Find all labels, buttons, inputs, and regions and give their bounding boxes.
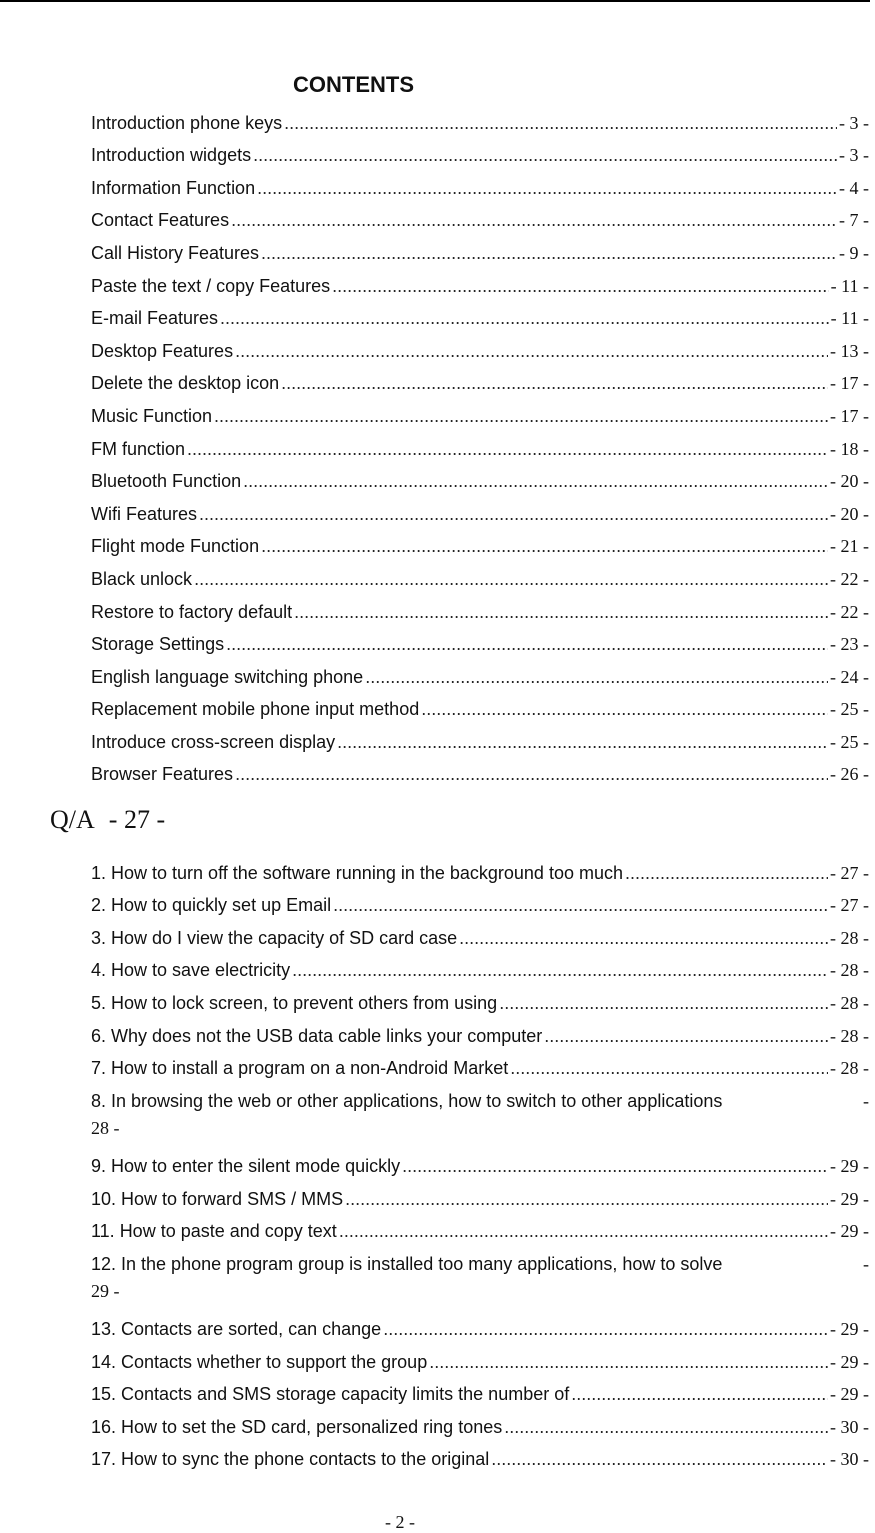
qa-item-5[interactable]: 5. How to lock screen, to prevent others from using ..... - 28 - (91, 981, 869, 1014)
contents-title: CONTENTS (293, 72, 414, 97)
toc-entry-fm[interactable]: FM function ..... - 18 - (91, 427, 869, 460)
toc-entry-wifi[interactable]: Wifi Features ..... - 20 - (91, 492, 869, 525)
qa-item-3[interactable]: 3. How do I view the capacity of SD card case ..... - 28 - (91, 916, 869, 949)
qa-item-10[interactable]: 10. How to forward SMS / MMS ..... - 29 - (91, 1177, 869, 1210)
toc-entry-paste-copy[interactable]: Paste the text / copy Features ..... - 11 - (91, 264, 869, 297)
toc-entry-bluetooth[interactable]: Bluetooth Function ..... - 20 - (91, 460, 869, 493)
qa-label: Q/A (50, 805, 95, 834)
qa-item-16[interactable]: 16. How to set the SD card, personalized ring tones ..... - 30 - (91, 1405, 869, 1438)
qa-page: - 27 - (108, 805, 166, 834)
qa-item-6[interactable]: 6. Why does not the USB data cable links your computer ..... - 28 - (91, 1014, 869, 1047)
top-rule (0, 0, 870, 2)
toc-entry-phone-keys[interactable]: Introduction phone keys ..... - 3 - (91, 101, 869, 134)
toc-entry-storage[interactable]: Storage Settings ..... - 23 - (91, 623, 869, 656)
toc-list (91, 101, 869, 785)
qa-item-8[interactable]: 8. In browsing the web or other applications, how to switch to other applications - 28 - (91, 1090, 869, 1138)
toc-entry-delete-icon[interactable]: Delete the desktop icon ..... - 17 - (91, 362, 869, 395)
toc-entry-input-method[interactable]: Replacement mobile phone input method ..... - 25 - (91, 688, 869, 721)
toc-entry-contact[interactable]: Contact Features ..... - 7 - (91, 199, 869, 232)
toc-entry-flight-mode[interactable]: Flight mode Function ..... - 21 - (91, 525, 869, 558)
qa-item-13[interactable]: 13. Contacts are sorted, can change ..... - 29 - (91, 1307, 869, 1340)
toc-entry-desktop[interactable]: Desktop Features ..... - 13 - (91, 329, 869, 362)
qa-item-1[interactable]: 1. How to turn off the software running in the background too much ..... - 27 - (91, 851, 869, 884)
toc-entry-information[interactable]: Information Function ..... - 4 - (91, 166, 869, 199)
page-number: - 2 - (385, 1512, 415, 1532)
toc-entry-language[interactable]: English language switching phone ..... - 24 - (91, 655, 869, 688)
qa-item-15[interactable]: 15. Contacts and SMS storage capacity limits the number of ..... - 29 - (91, 1373, 869, 1406)
qa-list (91, 851, 869, 1470)
qa-item-2[interactable]: 2. How to quickly set up Email ..... - 27 - (91, 884, 869, 917)
qa-item-12[interactable]: 12. In the phone program group is installed too many applications, how to solve - 29 - (91, 1253, 869, 1301)
qa-item-14[interactable]: 14. Contacts whether to support the group ..... - 29 - (91, 1340, 869, 1373)
toc-entry-music[interactable]: Music Function ..... - 17 - (91, 394, 869, 427)
qa-heading[interactable] (50, 805, 165, 835)
qa-item-9[interactable]: 9. How to enter the silent mode quickly ..... - 29 - (91, 1144, 869, 1177)
toc-entry-call-history[interactable]: Call History Features ..... - 9 - (91, 231, 869, 264)
qa-item-11[interactable]: 11. How to paste and copy text ..... - 29 - (91, 1210, 869, 1243)
qa-item-7[interactable]: 7. How to install a program on a non-Android Market ..... - 28 - (91, 1047, 869, 1080)
qa-item-17[interactable]: 17. How to sync the phone contacts to the original ..... - 30 - (91, 1438, 869, 1471)
qa-item-4[interactable]: 4. How to save electricity ..... - 28 - (91, 949, 869, 982)
toc-entry-browser[interactable]: Browser Features ..... - 26 - (91, 753, 869, 786)
toc-entry-email[interactable]: E-mail Features ..... - 11 - (91, 297, 869, 330)
toc-entry-widgets[interactable]: Introduction widgets ..... - 3 - (91, 134, 869, 167)
toc-entry-black-unlock[interactable]: Black unlock ..... - 22 - (91, 557, 869, 590)
toc-entry-factory-reset[interactable]: Restore to factory default ..... - 22 - (91, 590, 869, 623)
toc-entry-cross-screen[interactable]: Introduce cross-screen display ..... - 25 - (91, 720, 869, 753)
